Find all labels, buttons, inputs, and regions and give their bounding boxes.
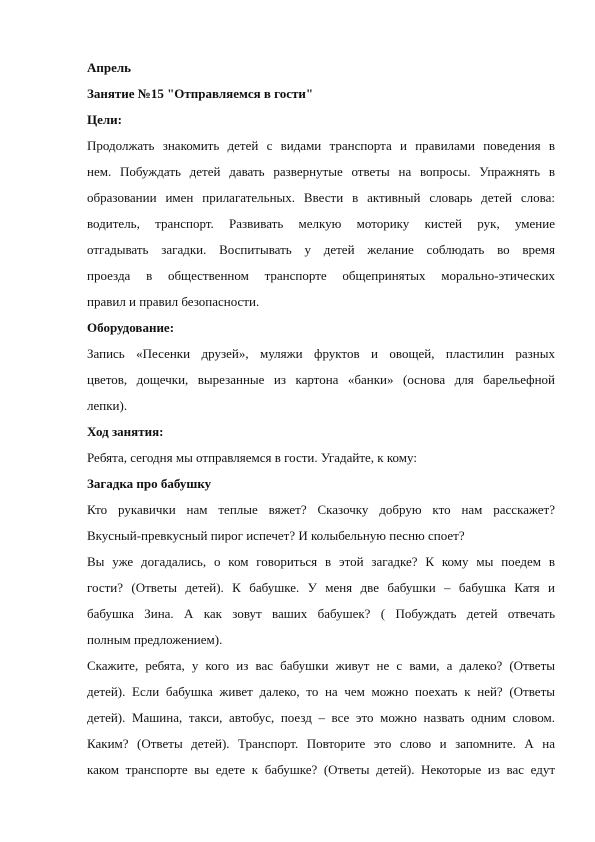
paragraph-line: детей). Если бабушка живет далеко, то на чем можно поехать к ней? (Ответы bbox=[87, 684, 555, 699]
riddle-paragraph bbox=[87, 497, 555, 549]
paragraph-line: Вы уже догадались, о ком говориться в этой загадке? К кому мы поедем в bbox=[87, 554, 555, 569]
riddle-line: Вкусный-превкусный пирог испечет? И колыбельную песню споет? bbox=[87, 528, 465, 543]
paragraph-line: детей). Машина, такси, автобус, поезд – все это можно назвать одним словом. bbox=[87, 710, 555, 725]
month-heading: Апрель bbox=[87, 60, 132, 75]
goals-line: образовании имен прилагательных. Ввести в активный словарь детей слова: bbox=[87, 190, 555, 205]
paragraph-line: Каким? (Ответы детей). Транспорт. Повторите это слово и запомните. А на bbox=[87, 736, 555, 751]
riddle-heading: Загадка про бабушку bbox=[87, 476, 212, 491]
paragraph-line: каком транспорте вы едете к бабушке? (Ответы детей). Некоторые из вас едут bbox=[87, 762, 555, 777]
paragraph-line: гости? (Ответы детей). К бабушке. У меня две бабушки – бабушка Катя и bbox=[87, 580, 555, 595]
goals-line: Продолжать знакомить детей с видами транспорта и правилами поведения в bbox=[87, 138, 555, 153]
progress-heading: Ход занятия: bbox=[87, 424, 164, 439]
paragraph-transport bbox=[87, 653, 555, 783]
equipment-line: Запись «Песенки друзей», муляжи фруктов и овощей, пластилин разных bbox=[87, 346, 555, 361]
goals-line: нем. Побуждать детей давать развернутые ответы на вопросы. Упражнять в bbox=[87, 164, 555, 179]
goals-paragraph bbox=[87, 133, 555, 315]
riddle-line: Кто рукавички нам теплые вяжет? Сказочку добрую кто нам расскажет? bbox=[87, 502, 555, 517]
goals-heading: Цели: bbox=[87, 112, 122, 127]
paragraph-line: бабушка Зина. А как зовут ваших бабушек? ( Побуждать детей отвечать bbox=[87, 606, 555, 621]
paragraph-line: Скажите, ребята, у кого из вас бабушки живут не с вами, а далеко? (Ответы bbox=[87, 658, 555, 673]
equipment-line: цветов, дощечки, вырезанные из картона «банки» (основа для барельефной bbox=[87, 372, 555, 387]
intro-line: Ребята, сегодня мы отправляемся в гости. Угадайте, к кому: bbox=[87, 450, 417, 465]
equipment-heading: Оборудование: bbox=[87, 320, 175, 335]
goals-line: проезда в общественном транспорте общепринятых морально-этических bbox=[87, 268, 555, 283]
equipment-line: лепки). bbox=[87, 398, 128, 413]
goals-line: правил и правил безопасности. bbox=[87, 294, 260, 309]
lesson-title: Занятие №15 "Отправляемся в гости" bbox=[87, 86, 314, 101]
goals-line: водитель, транспорт. Развивать мелкую моторику кистей рук, умение bbox=[87, 216, 555, 231]
goals-line: отгадывать загадки. Воспитывать у детей желание соблюдать во время bbox=[87, 242, 555, 257]
equipment-paragraph bbox=[87, 341, 555, 419]
document-body bbox=[87, 55, 555, 783]
paragraph-guess bbox=[87, 549, 555, 653]
paragraph-line: полным предложением). bbox=[87, 632, 223, 647]
